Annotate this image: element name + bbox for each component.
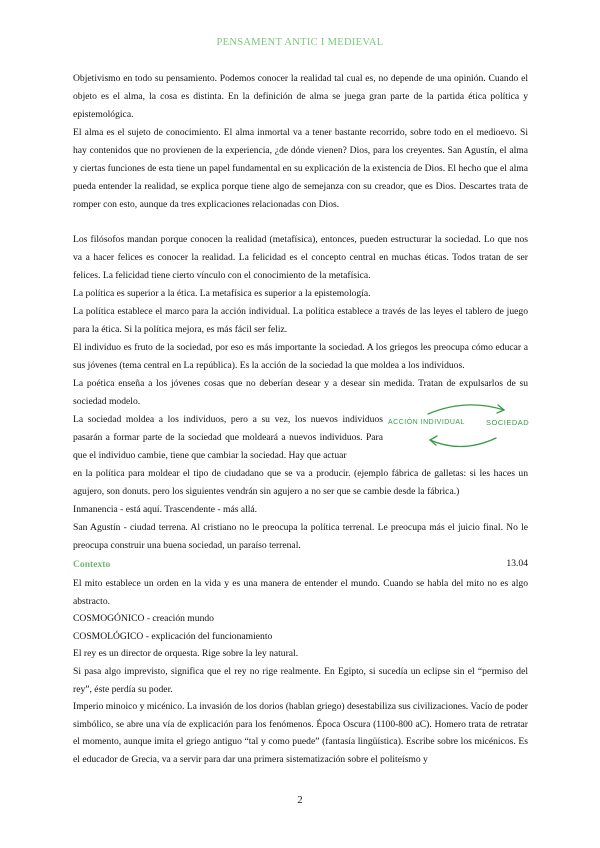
label-sociedad: SOCIEDAD — [486, 418, 530, 427]
paragraph: Imperio minoico y micénico. La invasión de los dorios (hablan griego) desestabiliza sus civilizaciones. Vacío de poder simbólico, se abre una vía de explicación para los fenómenos. Época Oscura (1100-800 aC). Homero trata de retratar el momento, aunque imita el griego antiguo “tal y como puede” (fantasía lingüística). Escribe sobre los micénicos. Es el educador de Grecia, va a servir para dar una primera sistematización sobre el politeísmo y — [73, 701, 528, 765]
paragraph: La política establece el marco para la acción individual. La política establece a través de las leyes el tablero de juego para la ética. Si la política mejora, es más fácil ser feliz. — [73, 306, 528, 335]
section-title: Contexto — [73, 559, 111, 570]
handwritten-cycle-diagram — [386, 400, 538, 452]
paragraph: en la política para moldear el tipo de ciudadano que se va a producir. (ejemplo fábrica de galletas: si les haces un agujero, son donuts. pero los siguientes vendrán sin agujero a no ser que se cambie desde la fábrica.) — [73, 468, 528, 497]
paragraph: Los filósofos mandan porque conocen la realidad (metafísica), entonces, pueden estructurar la sociedad. Lo que nos va a hacer felices es conocer la realidad. La felicidad es el concepto central en muchas éticas. Todos tratan de ser felices. La felicidad tiene cierto vínculo con el conocimiento de la metafísica. — [73, 234, 528, 281]
bottom-arrowhead — [430, 436, 437, 445]
paragraph: San Agustín - ciudad terrena. Al cristiano no le preocupa la política terrenal. Le preocupa más el juicio final. No le preocupa construir una buena sociedad, un paraíso terrenal. — [73, 522, 528, 551]
paragraph: La poética enseña a los jóvenes cosas que no deberían desear y a desear sin medida. Tratan de expulsarlos de su sociedad modelo. — [73, 378, 528, 407]
paragraph: Objetivismo en todo su pensamiento. Podemos conocer la realidad tal cual es, no depende de una opinión. Cuando el objeto es el alma, la cosa es distinta. En la definición de alma se juega gran parte de la partida ética política y epistemológica. — [73, 73, 528, 120]
label-accion-individual: ACCIÓN INDIVIDUAL — [388, 419, 465, 426]
date-stamp: 13.04 — [506, 558, 528, 569]
paragraph: La política es superior a la ética. La metafísica es superior a la epistemología. — [73, 288, 371, 299]
page-header: PENSAMENT ANTIC I MEDIEVAL — [216, 37, 384, 48]
body-text — [73, 70, 528, 573]
paragraph: El rey es un director de orquesta. Rige sobre la ley natural. — [73, 648, 299, 660]
top-arc — [428, 405, 504, 414]
paragraph: La sociedad moldea a los individuos, pero a su vez, los nuevos individuos pasarán a formar parte de la sociedad que moldeará a nuevos individuos. Para que el individuo cambie, tiene que cambiar la sociedad. Hay que actuar — [73, 414, 383, 461]
bottom-arc — [430, 438, 496, 447]
body-text-context — [73, 575, 528, 769]
paragraph: El individuo es fruto de la sociedad, por eso es más importante la sociedad. A los griegos les preocupa cómo educar a sus jóvenes (tema central en La república). Es la acción de la sociedad la que moldea a los individuos. — [73, 342, 528, 371]
paragraph: COSMOGÓNICO - creación mundo — [73, 613, 214, 625]
paragraph: Inmanencia - está aquí. Trascendente - más allá. — [73, 504, 258, 515]
paragraph: Si pasa algo imprevisto, significa que el rey no rige realmente. En Egipto, si sucedía un eclipse sin el “permiso del rey”, éste perdía su poder. — [73, 665, 528, 695]
paragraph: El alma es el sujeto de conocimiento. El alma inmortal va a tener bastante recorrido, sobre todo en el medioevo. Si hay contenidos que no provienen de la experiencia, ¿de dónde vienen? Dios, para los creyentes. San Agustín, el alma y ciertas funciones de esta tiene un papel fundamental en su explicación de la existencia de Dios. El hecho que el alma pueda entender la realidad, se explica porque tiene algo de semejanza con su creador, que es Dios. Descartes trata de romper con esto, aunque da tres explicaciones relacionadas con Dios. — [73, 127, 528, 210]
paragraph: COSMOLÓGICO - explicación del funcionamiento — [73, 630, 273, 642]
paragraph: El mito establece un orden en la vida y es una manera de entender el mundo. Cuando se habla del mito no es algo abstracto. — [73, 578, 528, 607]
page-number: 2 — [297, 795, 303, 806]
